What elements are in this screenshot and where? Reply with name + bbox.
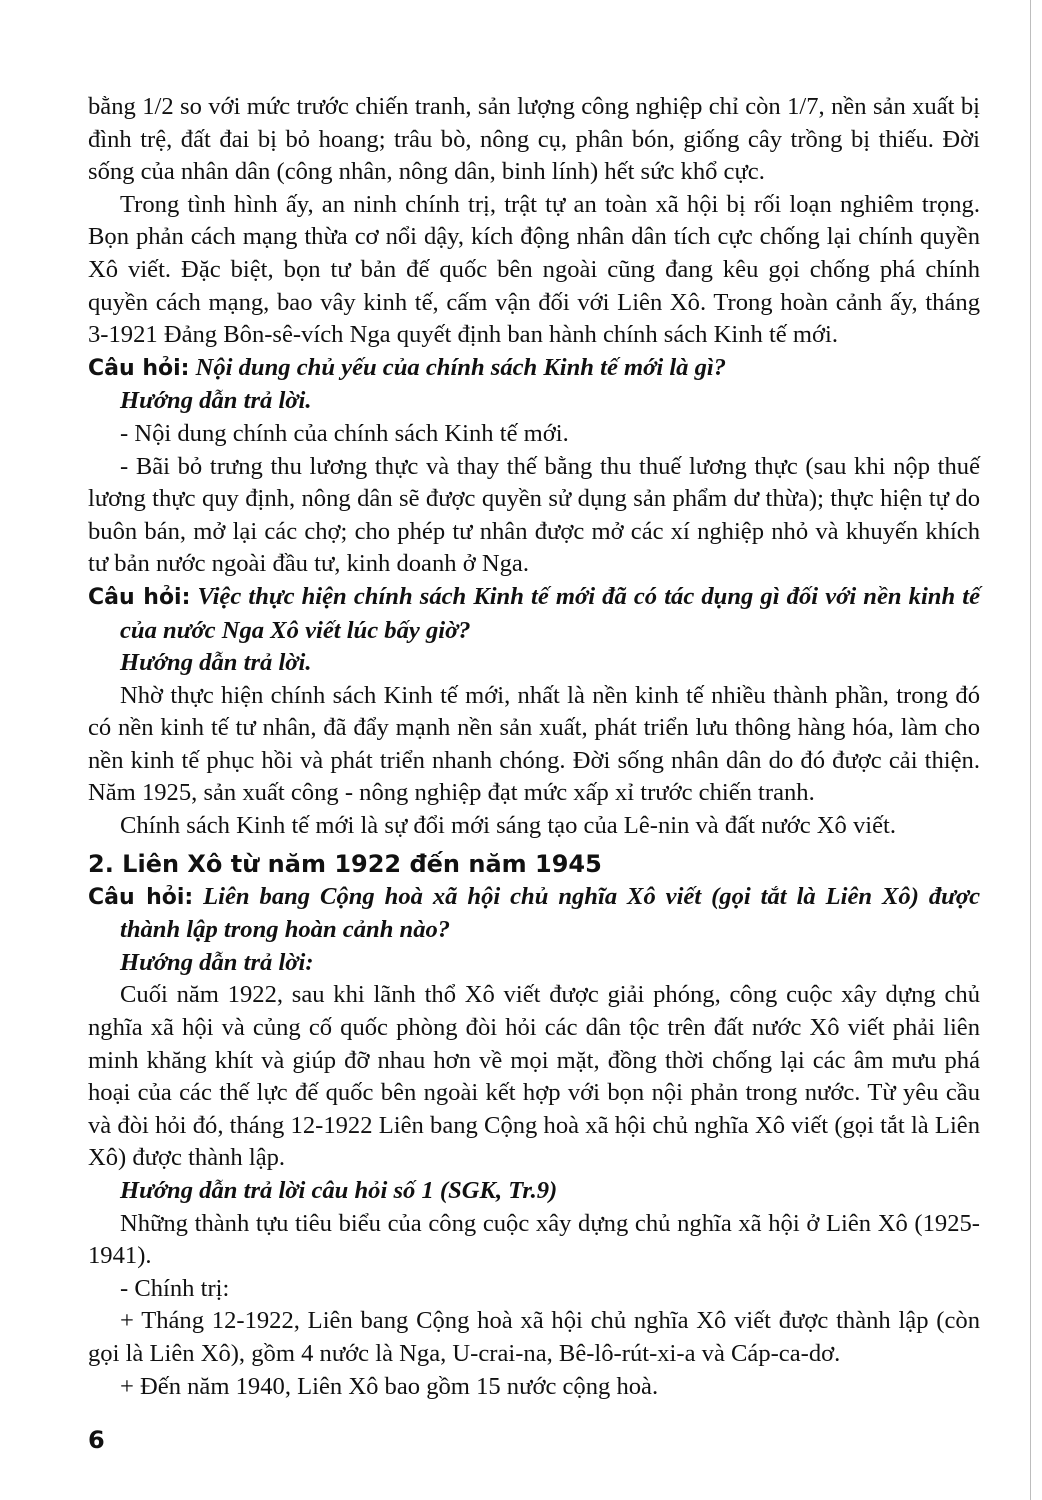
answer-line: - Chính trị: xyxy=(120,1274,230,1302)
question-1 xyxy=(88,352,980,386)
question-3 xyxy=(88,881,980,947)
answer-guide-heading: Hướng dẫn trả lời. xyxy=(120,387,312,415)
question-label: Câu hỏi: xyxy=(88,584,191,610)
page-body xyxy=(88,91,980,1403)
question-text: Việc thực hiện chính sách Kinh tế mới đã có tác dụng gì đối với nền kinh tế của nước Nga Xô viết lúc bấy giờ? xyxy=(120,582,981,644)
answer-paragraph: Nhờ thực hiện chính sách Kinh tế mới, nhất là nền kinh tế nhiều thành phần, trong đó có nền kinh tế tư nhân, đã đẩy mạnh nền sản xuất, phát triển lưu thông hàng hóa, làm cho nền kinh tế phục hồi và phát triển nhanh chóng. Đời sống nhân dân do đó được cải thiện. Năm 1925, sản xuất công - nông nghiệp đạt mức xấp xỉ trước chiến tranh. xyxy=(88,681,980,807)
page-number: 6 xyxy=(88,1426,105,1454)
paragraph-context: Trong tình hình ấy, an ninh chính trị, trật tự an toàn xã hội bị rối loạn nghiêm trọng. Bọn phản cách mạng thừa cơ nổi dậy, kích động nhân dân tích cực chống lại chính quyền Xô viết. Đặc biệt, bọn tư bản đế quốc bên ngoài cũng đang kêu gọi chống phá chính quyền cách mạng, bao vây kinh tế, cấm vận đối với Liên Xô. Trong hoàn cảnh ấy, tháng 3-1921 Đảng Bôn-sê-vích Nga quyết định ban hành chính sách Kinh tế mới. xyxy=(88,190,980,349)
answer-line: - Nội dung chính của chính sách Kinh tế mới. xyxy=(120,419,569,447)
question-text: Nội dung chủ yếu của chính sách Kinh tế mới là gì? xyxy=(195,353,727,381)
answer-line: - Bãi bỏ trưng thu lương thực và thay thế bằng thu thuế lương thực (sau khi nộp thuế lương thực quy định, nông dân sẽ được quyền sử dụng sản phẩm dư thừa); thực hiện tự do buôn bán, mở lại các chợ; cho phép tư nhân được mở các xí nghiệp nhỏ và khuyến khích tư bản nước ngoài đầu tư, kinh doanh ở Nga. xyxy=(88,452,980,578)
question-text: Liên bang Cộng hoà xã hội chủ nghĩa Xô viết (gọi tắt là Liên Xô) được thành lập trong hoàn cảnh nào? xyxy=(120,882,980,944)
answer-guide-heading: Hướng dẫn trả lời câu hỏi số 1 (SGK, Tr.9) xyxy=(120,1177,558,1204)
paragraph-intro: bằng 1/2 so với mức trước chiến tranh, sản lượng công nghiệp chỉ còn 1/7, nền sản xuất bị đình trệ, đất đai bị bỏ hoang; trâu bò, nông cụ, phân bón, giống cây trồng bị thiếu. Đời sống của nhân dân (công nhân, nông dân, binh lính) hết sức khổ cực. xyxy=(88,93,980,186)
answer-paragraph: Những thành tựu tiêu biểu của công cuộc xây dựng chủ nghĩa xã hội ở Liên Xô (1925-1941). xyxy=(88,1209,980,1270)
page-edge-line xyxy=(1030,0,1031,1500)
answer-guide-heading: Hướng dẫn trả lời: xyxy=(120,948,314,976)
answer-bullet: + Tháng 12-1922, Liên bang Cộng hoà xã hội chủ nghĩa Xô viết được thành lập (còn gọi là Liên Xô), gồm 4 nước là Nga, U-crai-na, Bê-lô-rút-xi-a và Cáp-ca-dơ. xyxy=(88,1307,980,1367)
answer-paragraph: Chính sách Kinh tế mới là sự đổi mới sáng tạo của Lê-nin và đất nước Xô viết. xyxy=(120,812,897,840)
answer-paragraph: Cuối năm 1922, sau khi lãnh thổ Xô viết được giải phóng, công cuộc xây dựng chủ nghĩa xã hội và củng cố quốc phòng đòi hỏi các dân tộc trên đất nước Xô viết phải liên minh khăng khít và giúp đỡ nhau hơn về mọi mặt, đồng thời chống lại các âm mưu phá hoại của các thế lực đế quốc bên ngoài kết hợp với bọn nội phản trong nước. Từ yêu cầu và đòi hỏi đó, tháng 12-1922 Liên bang Cộng hoà xã hội chủ nghĩa Xô viết (gọi tắt là Liên Xô) được thành lập. xyxy=(88,981,980,1172)
answer-guide-heading: Hướng dẫn trả lời. xyxy=(120,649,312,677)
question-2 xyxy=(88,581,980,647)
question-label: Câu hỏi: xyxy=(88,355,190,381)
question-label: Câu hỏi: xyxy=(88,884,194,910)
answer-bullet: + Đến năm 1940, Liên Xô bao gồm 15 nước cộng hoà. xyxy=(120,1372,659,1400)
section-heading: 2. Liên Xô từ năm 1922 đến năm 1945 xyxy=(88,849,602,878)
